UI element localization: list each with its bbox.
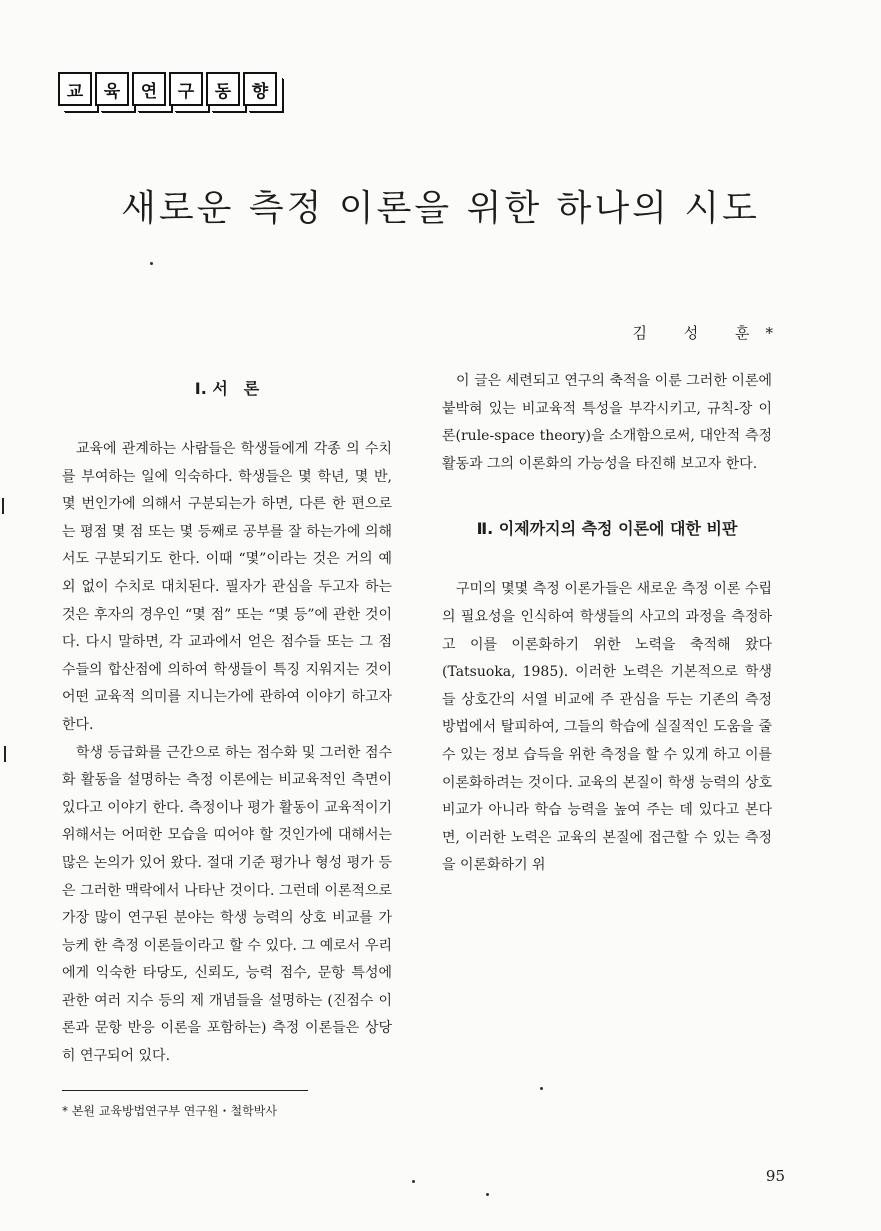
right-column [442,368,772,880]
scan-speck [412,1180,415,1183]
body-paragraph: 학생 등급화를 근간으로 하는 점수화 및 그러한 점수화 활동을 설명하는 측정 이론에는 비교육적인 측면이 있다고 이야기 한다. 측정이나 평가 활동이 교육적이기 위해서는 어떠한 모습을 띠어야 할 것인가에 대해서는 많은 논의가 있어 왔다. 절대 기준 평가나 형성 평가 등은 그러한 맥락에서 나타난 것이다. 그런데 이론적으로 가장 많이 연구된 분야는 학생 능력의 상호 비교를 가능케 한 측정 이론들이라고 할 수 있다. 그 예로서 우리에게 익숙한 타당도, 신뢰도, 능력 점수, 문항 특성에 관한 여러 지수 등의 제 개념들을 설명하는 (진점수 이론과 문항 반응 이론을 포함하는) 측정 이론들은 상당히 연구되어 있다. [62,744,392,1065]
section-heading-critique: Ⅱ. 이제까지의 측정 이론에 대한 비판 [476,519,738,539]
scan-margin-mark [2,498,4,514]
scan-speck [540,1087,543,1090]
category-badge: 동 [206,72,240,106]
section-heading-introduction: Ⅰ. 서 론 [194,379,260,398]
category-badge: 구 [169,72,203,106]
author-name: 김 성 훈* [632,324,789,342]
body-paragraph: 구미의 몇몇 측정 이론가들은 새로운 측정 이론 수립의 필요성을 인식하여 학생들의 사고의 과정을 측정하고 이를 이론화하기 위한 노력을 축적해 왔다(Tatsuoka, 1985). 이러한 노력은 기본적으로 학생들 상호간의 서열 비교에 주 관심을 두는 기존의 측정 방법에서 탈피하여, 그들의 학습에 실질적인 도움을 줄 수 있는 정보 습득을 위한 측정을 할 수 있게 하고 이를 이론화하려는 것이다. 교육의 본질이 학생 능력의 상호 비교가 아니라 학습 능력을 높여 주는 데 있다고 본다면, 이러한 노력은 교육의 본질에 접근할 수 있는 측정을 이론화하기 위 [442,581,772,874]
page-number: 95 [765,1167,785,1185]
body-paragraph: 이 글은 세련되고 연구의 축적을 이룬 그러한 이론에 붙박혀 있는 비교육적 특성을 부각시키고, 규칙-장 이론(rule-space theory)을 소개함으로써, 대안적 측정 활동과 그의 이론화의 가능성을 타진해 보고자 한다. [442,373,772,472]
footnote-divider [62,1090,308,1091]
category-badge: 육 [95,72,129,106]
category-badge: 향 [243,72,277,106]
body-paragraph: 교육에 관계하는 사람들은 학생들에게 각종 의 수치를 부여하는 일에 익숙하다. 학생들은 몇 학년, 몇 반, 몇 번인가에 의해서 구분되는가 하면, 다른 한 편으로는 평점 몇 점 또는 몇 등째로 공부를 잘 하는가에 의해서도 구분되기도 한다. 이때 “몇”이라는 것은 거의 예외 없이 수치로 대치된다. 필자가 관심을 두고자 하는 것은 후자의 경우인 “몇 점” 또는 “몇 등”에 관한 것이다. 다시 말하면, 각 교과에서 얻은 점수들 또는 그 점수들의 합산점에 의하여 학생들이 특징 지워지는 것이 어떤 교육적 의미를 지니는가에 관하여 이야기 하고자 한다. [62,441,392,733]
article-title: 새로운 측정 이론을 위한 하나의 시도 [121,188,760,229]
scan-margin-mark [4,746,6,762]
scan-speck [486,1193,489,1196]
scan-speck [150,262,153,265]
footnote: * 본원 교육방법연구부 연구원・철학박사 [62,1104,277,1118]
section-category-badges [58,72,280,106]
category-badge: 교 [58,72,92,106]
left-column [62,368,392,1071]
category-badge: 연 [132,72,166,106]
